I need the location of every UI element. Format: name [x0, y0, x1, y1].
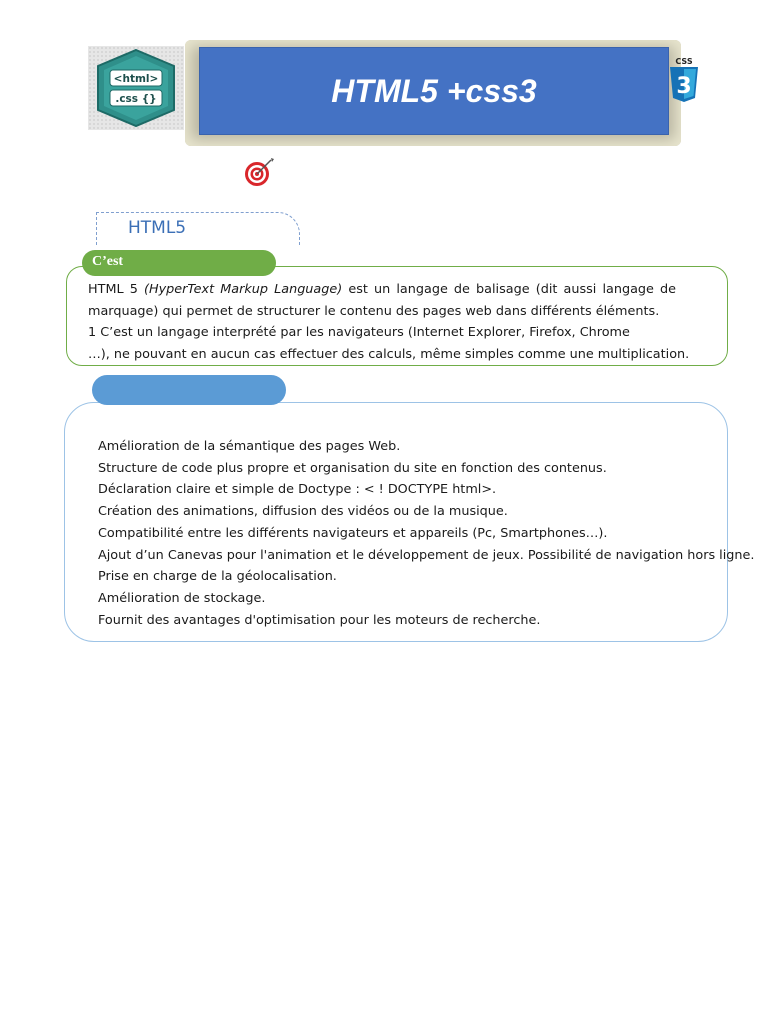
list-item: Fournit des avantages d'optimisation pour les moteurs de recherche.: [98, 612, 541, 628]
definition-line-1: [88, 279, 676, 301]
html-css-logo-background: [88, 46, 184, 130]
list-item: Ajout d’un Canevas pour l'animation et le développement de jeux. Possibilité de navigation hors ligne.: [98, 547, 755, 563]
features-pill: [92, 375, 286, 405]
list-item: Amélioration de stockage.: [98, 590, 266, 606]
section-tab-label: HTML5: [128, 218, 187, 238]
list-item: Amélioration de la sémantique des pages Web.: [98, 439, 401, 454]
definition-line-4: …), ne pouvant en aucun cas effectuer des calculs, même simples comme une multiplication.: [88, 346, 690, 362]
css3-number: 3: [676, 74, 692, 99]
css3-shield-icon: [667, 54, 701, 104]
definition-line-1-prefix: HTML 5: [88, 282, 144, 297]
definition-line-3: 1 C’est un langage interprété par les navigateurs (Internet Explorer, Firefox, Chrome: [88, 325, 630, 340]
features-list: [98, 436, 754, 631]
section-tab: [96, 212, 300, 245]
title-banner: [199, 47, 669, 135]
definition-line-2: marquage) qui permet de structurer le contenu des pages web dans différents éléments.: [88, 303, 660, 319]
html-css-hex-logo-icon: [88, 46, 184, 130]
definition-pill-label: C’est: [92, 254, 124, 269]
definition-text: [88, 279, 690, 365]
list-item: Déclaration claire et simple de Doctype : < ! DOCTYPE html>.: [98, 482, 497, 498]
css3-label: CSS: [675, 57, 693, 66]
list-item: Création des animations, diffusion des vidéos ou de la musique.: [98, 504, 508, 520]
logo-line1: <html>: [113, 73, 159, 85]
definition-line-1-suffix: est un langage de balisage (dit aussi langage de: [342, 282, 677, 297]
list-item: Structure de code plus propre et organisation du site en fonction des contenus.: [98, 460, 607, 476]
list-item: Compatibilité entre les différents navigateurs et appareils (Pc, Smartphones…).: [98, 525, 608, 541]
page-title: HTML5 +css3: [331, 72, 537, 109]
list-item: Prise en charge de la géolocalisation.: [98, 569, 337, 585]
logo-line2: .css {}: [115, 93, 157, 105]
target-icon: [241, 157, 275, 189]
definition-line-1-italic: (HyperText Markup Language): [143, 282, 343, 297]
